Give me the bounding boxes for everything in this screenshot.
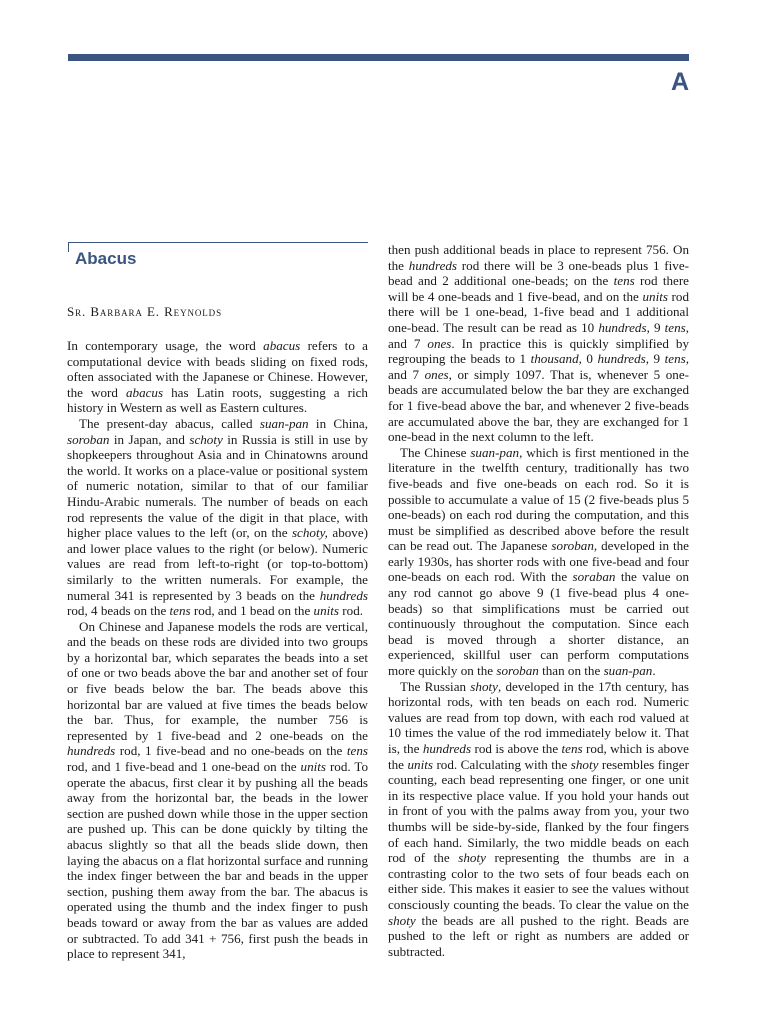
header-rule — [68, 54, 689, 61]
italic-term: thousand, — [530, 351, 582, 367]
italic-term: suan-pan — [603, 663, 653, 679]
italic-term: units — [642, 288, 668, 304]
article-title: Abacus — [75, 249, 137, 268]
italic-term: suan-pan — [259, 415, 309, 431]
italic-term: ones, — [424, 366, 452, 382]
title-rule — [68, 242, 368, 243]
paragraph: then push additional beads in place to represent 756. On the hundreds rod there will be 3 one-beads plus 1 five-bead and 2 additional one-beads; on the tens rod there will be 4 one-beads and 1 five-bead, and on the units rod there will be 1 one-bead, 1-five bead and 1 additional one-bead. The result can be read as 10 hundreds, 9 tens, and 7 ones. In practice this is quickly simplified by regrouping the beads to 1 thousand, 0 hundreds, 9 tens, and 7 ones, or simply 1097. That is, whenever 5 one-beads are accumulated below the bar they are exchanged for 1 five-bead above the bar, and whenever 2 five-beads are accumulated above the bar, they are exchanged for 1 one-bead in the next column to the left. — [388, 242, 689, 445]
italic-term: tens — [561, 741, 583, 756]
italic-term: soroban — [496, 663, 539, 679]
paragraph: On Chinese and Japanese models the rods are vertical, and the beads on these rods are divided into two groups by a horizontal bar, which separates the beads into a set of one or two beads above the bar and another set of four or five beads below the bar. The beads above this horizontal bar are valued at five times the beads below the bar. Thus, for example, the number 756 is represented by 1 five-bead and 2 one-beads on the hundreds rod, 1 five-bead and no one-beads on the tens rod, and 1 five-bead and 1 one-bead on the units rod. To operate the abacus, first clear it by pushing all the beads away from the horizontal bar, the beads in the lower section are pushed down while those in the upper section are pushed up. This can be done quickly by tilting the abacus slightly so that all the beads slide down, then laying the abacus on a flat horizontal surface and running the index finger between the bar and beads in the upper section, pushing them away from the bar. The abacus is operated using the thumb and the index finger to push beads toward or away from the bar as values are added or subtracted. To add 341 + 756, first push the beads in place to represent 341, — [67, 618, 369, 962]
italic-term: abacus — [263, 338, 301, 353]
italic-term: hundreds, — [597, 351, 650, 367]
author-byline: Sr. Barbara E. Reynolds — [67, 304, 222, 319]
italic-term: hundreds — [408, 257, 458, 273]
left-column — [67, 338, 368, 962]
italic-term: schoty, — [291, 525, 328, 541]
italic-term: abacus — [125, 384, 164, 400]
paragraph: The Russian shoty, developed in the 17th century, has horizontal rods, with ten beads on each rod. Numeric values are read from top down, with each rod valued at 10 times the value of the rod immediately below it. That is, the hundreds rod is above the tens rod, which is above the units rod. Calculating with the shoty resembles finger counting, each bead representing one finger, or one unit in its respective place value. If you hold your hands out in front of you with the palms away from you, your two thumbs will be side-by-side, flanked by the four fingers of each hand. Similarly, the two middle beads on each rod of the shoty representing the thumbs are in a contrasting color to the two sets of four beads each on either side. This makes it easier to see the values without consciously counting the beads. To clear the value on the shoty the beads are all pushed to the right. Beads are pushed to the left or right as numbers are added or subtracted. — [388, 678, 689, 959]
italic-term: units — [300, 759, 327, 775]
italic-term: suan-pan — [470, 444, 520, 460]
italic-term: soroban — [67, 431, 110, 447]
italic-term: hundreds — [598, 319, 647, 335]
italic-term: shoty — [458, 850, 486, 866]
paragraph: In contemporary usage, the word abacus refers to a computational device with beads sliding on fixed rods, often associated with the Japanese or Chinese. However, the word abacus has Latin roots, suggesting a rich history in Western as well as Eastern cultures. — [67, 338, 368, 416]
paragraph: The Chinese suan-pan, which is first mentioned in the literature in the twelfth century, traditionally has two five-beads and five one-beads on each rod. So it is possible to accumulate a value of 15 (2 five-beads plus 5 one-beads) on each rod during the computation, and this must be simplified as described above before the result can be read out. The Japanese soroban, developed in the early 1930s, has shorter rods with one five-bead and four one-beads on each rod. With the soraban the value on any rod cannot go above 9 (1 five-bead plus 4 one-beads) so that simplifications must be carried out continuously throughout the computation. Since each bead is moved through a shorter distance, an experienced, skillful user can perform computations more quickly on the soroban than on the suan-pan. — [388, 444, 689, 679]
italic-term: hundreds — [422, 741, 472, 756]
italic-term: hundreds — [67, 743, 116, 759]
right-column — [388, 242, 689, 959]
italic-term: units — [313, 603, 340, 619]
italic-term: hundreds — [319, 587, 368, 603]
italic-term: tens, — [664, 351, 689, 367]
italic-term: shoty — [570, 756, 599, 772]
italic-term: tens — [613, 273, 635, 289]
italic-term: tens — [346, 743, 368, 759]
italic-term: soraban — [572, 569, 616, 585]
italic-term: shoty — [470, 678, 498, 694]
italic-term: units — [407, 756, 433, 772]
italic-term: tens — [664, 319, 686, 335]
italic-term: ones — [427, 335, 452, 351]
italic-term: tens — [169, 603, 191, 619]
italic-term: soroban — [551, 538, 594, 554]
italic-term: shoty — [388, 912, 416, 928]
italic-term: schoty — [189, 431, 223, 447]
section-letter: A — [670, 68, 689, 96]
title-rule-tick — [68, 242, 69, 252]
paragraph: The present-day abacus, called suan-pan in China, soroban in Japan, and schoty in Russia is still in use by shopkeepers throughout Asia and in Chinatowns around the world. It works on a place-value or positional system of numeric notation, similar to that of our familiar Hindu-Arabic numerals. The number of beads on each rod represents the value of the digit in that place, with higher place values to the left (or, on the schoty, above) and lower place values to the right (or below). Numeric values are read from left-to-right (or top-to-bottom) similarly to the written numerals. For example, the numeral 341 is represented by 3 beads on the hundreds rod, 4 beads on the tens rod, and 1 bead on the units rod. — [67, 415, 369, 619]
